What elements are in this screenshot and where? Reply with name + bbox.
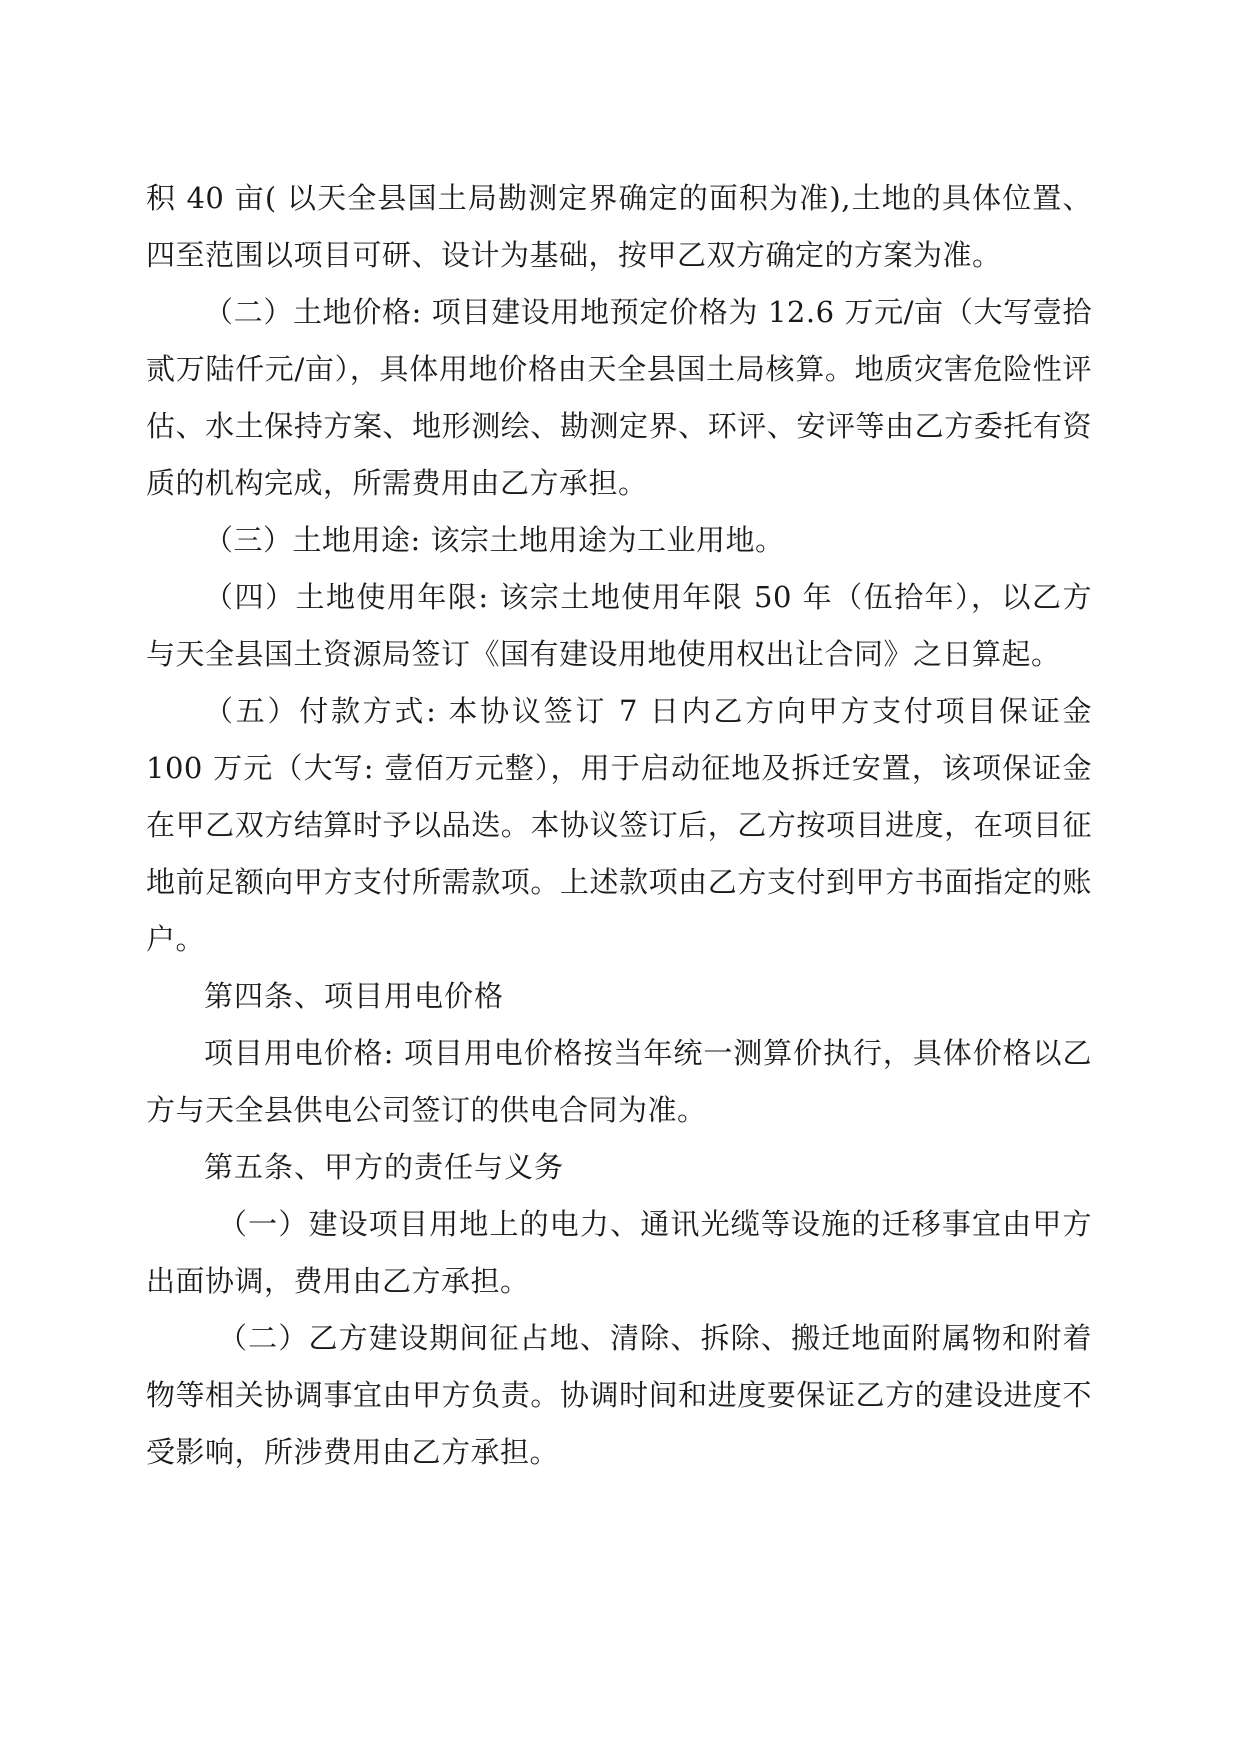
paragraph-land-area: 积 40 亩( 以天全县国土局勘测定界确定的面积为准),土地的具体位置、四至范围以项目可研、设计为基础，按甲乙双方确定的方案为准。 (146, 181, 1092, 272)
heading-article-5: 第五条、甲方的责任与义务 (204, 1150, 565, 1184)
document-page (146, 170, 1092, 1481)
paragraph-land-price: （二）土地价格: 项目建设用地预定价格为 12.6 万元/亩（大写壹拾贰万陆仟元/亩），具体用地价格由天全县国土局核算。地质灾害危险性评估、水土保持方案、地形测绘、勘测定界、环评、安评等由乙方委托有资质的机构完成，所需费用由乙方承担。 (146, 295, 1092, 500)
paragraph-party-a-duty-1: （一）建设项目用地上的电力、通讯光缆等设施的迁移事宜由甲方出面协调，费用由乙方承担。 (146, 1207, 1092, 1298)
paragraph-land-term: （四）土地使用年限: 该宗土地使用年限 50 年（伍拾年），以乙方与天全县国土资源局签订《国有建设用地使用权出让合同》之日算起。 (146, 580, 1092, 671)
paragraph-land-use: （三）土地用途: 该宗土地用途为工业用地。 (204, 523, 785, 557)
paragraph-electricity-price: 项目用电价格: 项目用电价格按当年统一测算价执行，具体价格以乙方与天全县供电公司签订的供电合同为准。 (146, 1036, 1092, 1127)
heading-article-4: 第四条、项目用电价格 (204, 979, 505, 1013)
paragraph-party-a-duty-2: （二）乙方建设期间征占地、清除、拆除、搬迁地面附属物和附着物等相关协调事宜由甲方负责。协调时间和进度要保证乙方的建设进度不受影响，所涉费用由乙方承担。 (146, 1321, 1092, 1469)
paragraph-payment: （五）付款方式: 本协议签订 7 日内乙方向甲方支付项目保证金 100 万元（大写: 壹佰万元整），用于启动征地及拆迁安置，该项保证金在甲乙双方结算时予以品迭。本协议签订后，乙方按项目进度，在项目征地前足额向甲方支付所需款项。上述款项由乙方支付到甲方书面指定的账户。 (146, 694, 1092, 956)
